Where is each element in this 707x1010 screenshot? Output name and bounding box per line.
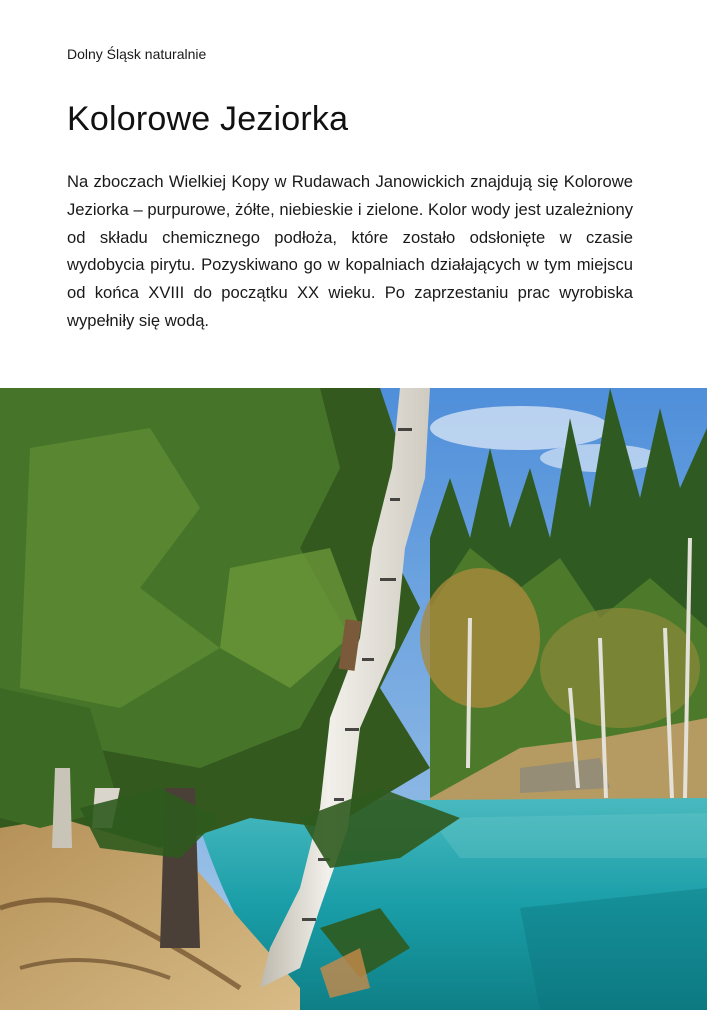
lake-photo <box>0 388 707 1010</box>
section-kicker: Dolny Śląsk naturalnie <box>67 46 207 62</box>
article-body: Na zboczach Wielkiej Kopy w Rudawach Janowickich znajdują się Kolorowe Jeziorka – purpurowe, żółte, niebieskie i zielone. Kolor wody jest uzależniony od składu chemicznego podłoża, które zostało odsłonięte w czasie wydobycia pirytu. Pozyskiwano go w kopalniach działających w tym miejscu od końca XVIII do początku XX wieku. Po zaprzestaniu prac wyrobiska wypełniły się wodą. <box>67 172 633 330</box>
page-title: Kolorowe Jeziorka <box>67 100 349 138</box>
